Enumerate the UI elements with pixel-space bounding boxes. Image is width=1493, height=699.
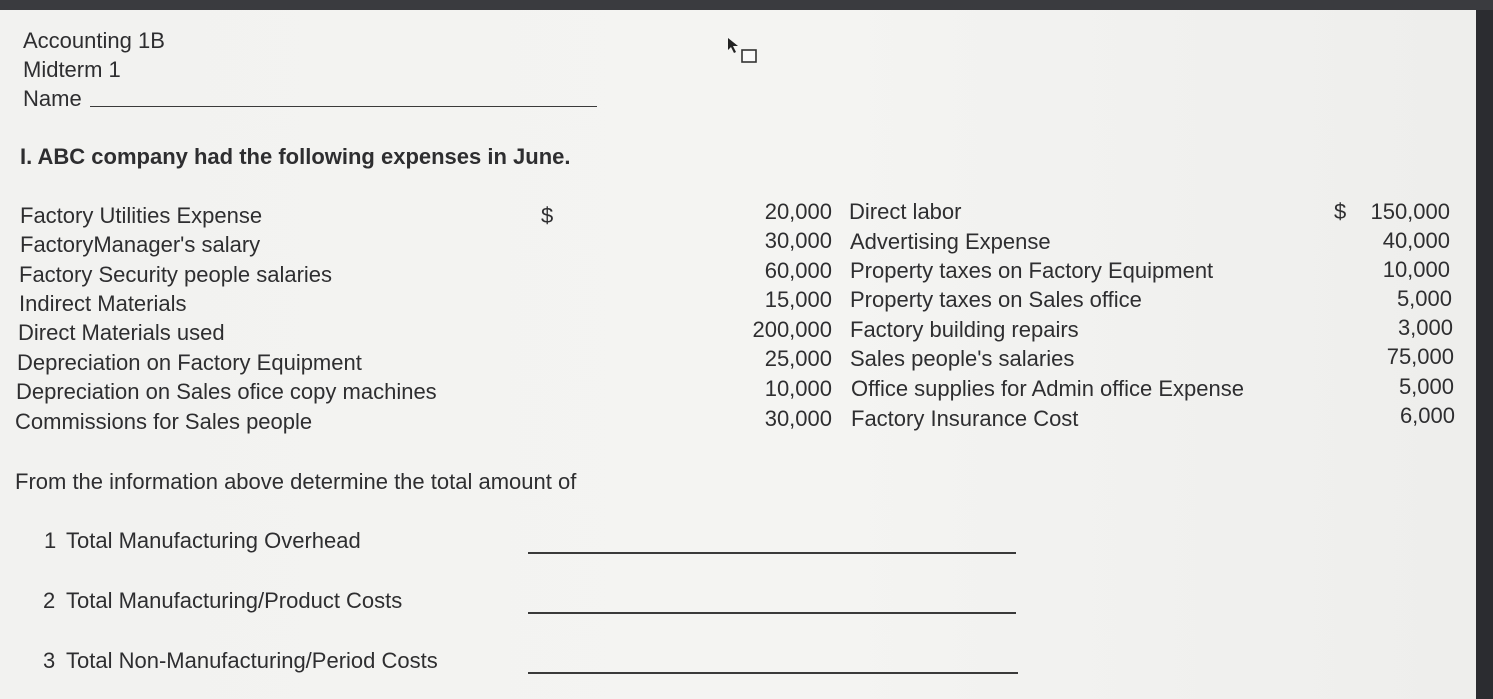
answer-number: 3 — [43, 648, 56, 673]
page-edge — [1476, 10, 1493, 699]
currency-symbol: $ — [1334, 199, 1347, 224]
expense-label: Indirect Materials — [19, 291, 187, 316]
expense-label: FactoryManager's salary — [20, 232, 261, 257]
expense-amount: 200,000 — [752, 317, 832, 342]
expense-amount: 25,000 — [764, 346, 832, 371]
currency-symbol: $ — [541, 203, 554, 228]
expense-label: Depreciation on Factory Equipment — [17, 350, 362, 375]
course-title: Accounting 1B — [23, 28, 165, 53]
expense-amount: 150,000 — [1370, 199, 1450, 224]
expense-amount: 40,000 — [1382, 228, 1450, 253]
expense-amount: 15,000 — [764, 287, 832, 312]
expense-label: Factory Security people salaries — [19, 262, 333, 287]
expense-label: Factory Insurance Cost — [851, 406, 1079, 431]
expense-label: Property taxes on Factory Equipment — [850, 258, 1214, 283]
answer-label: Total Manufacturing Overhead — [66, 528, 361, 553]
answer-blank-1[interactable] — [528, 552, 1016, 554]
mouse-cursor-icon — [726, 36, 760, 66]
expense-label: Direct labor — [849, 199, 962, 224]
expense-amount: 10,000 — [1382, 257, 1450, 282]
expense-amount: 75,000 — [1386, 344, 1454, 369]
expense-label: Commissions for Sales people — [15, 409, 313, 434]
expense-label: Direct Materials used — [18, 320, 225, 345]
instructions-text: From the information above determine the total amount of — [15, 469, 577, 494]
name-label: Name — [23, 86, 82, 111]
answer-label: Total Manufacturing/Product Costs — [66, 588, 403, 613]
expense-amount: 10,000 — [764, 376, 832, 401]
expense-amount: 20,000 — [764, 199, 832, 224]
expense-label: Office supplies for Admin office Expense — [851, 376, 1244, 401]
expense-label: Sales people's salaries — [850, 346, 1075, 371]
answer-number: 2 — [43, 588, 56, 613]
expense-amount: 6,000 — [1399, 403, 1455, 428]
expense-label: Factory building repairs — [850, 317, 1079, 342]
expense-amount: 60,000 — [764, 258, 832, 283]
exam-title: Midterm 1 — [23, 57, 121, 82]
answer-blank-3[interactable] — [528, 672, 1018, 674]
expense-amount: 3,000 — [1397, 315, 1453, 340]
expense-label: Property taxes on Sales office — [850, 287, 1142, 312]
answer-number: 1 — [44, 528, 57, 553]
expense-amount: 5,000 — [1396, 286, 1452, 311]
answer-blank-2[interactable] — [528, 612, 1016, 614]
answer-label: Total Non-Manufacturing/Period Costs — [66, 648, 438, 673]
expense-amount: 30,000 — [764, 406, 832, 431]
expense-label: Factory Utilities Expense — [20, 203, 263, 228]
name-field-line[interactable] — [90, 106, 597, 107]
expense-label: Advertising Expense — [850, 229, 1051, 254]
expense-amount: 5,000 — [1398, 374, 1454, 399]
expense-amount: 30,000 — [764, 228, 832, 253]
question-title: I. ABC company had the following expenses in June. — [20, 144, 571, 169]
expense-label: Depreciation on Sales ofice copy machines — [16, 379, 437, 404]
